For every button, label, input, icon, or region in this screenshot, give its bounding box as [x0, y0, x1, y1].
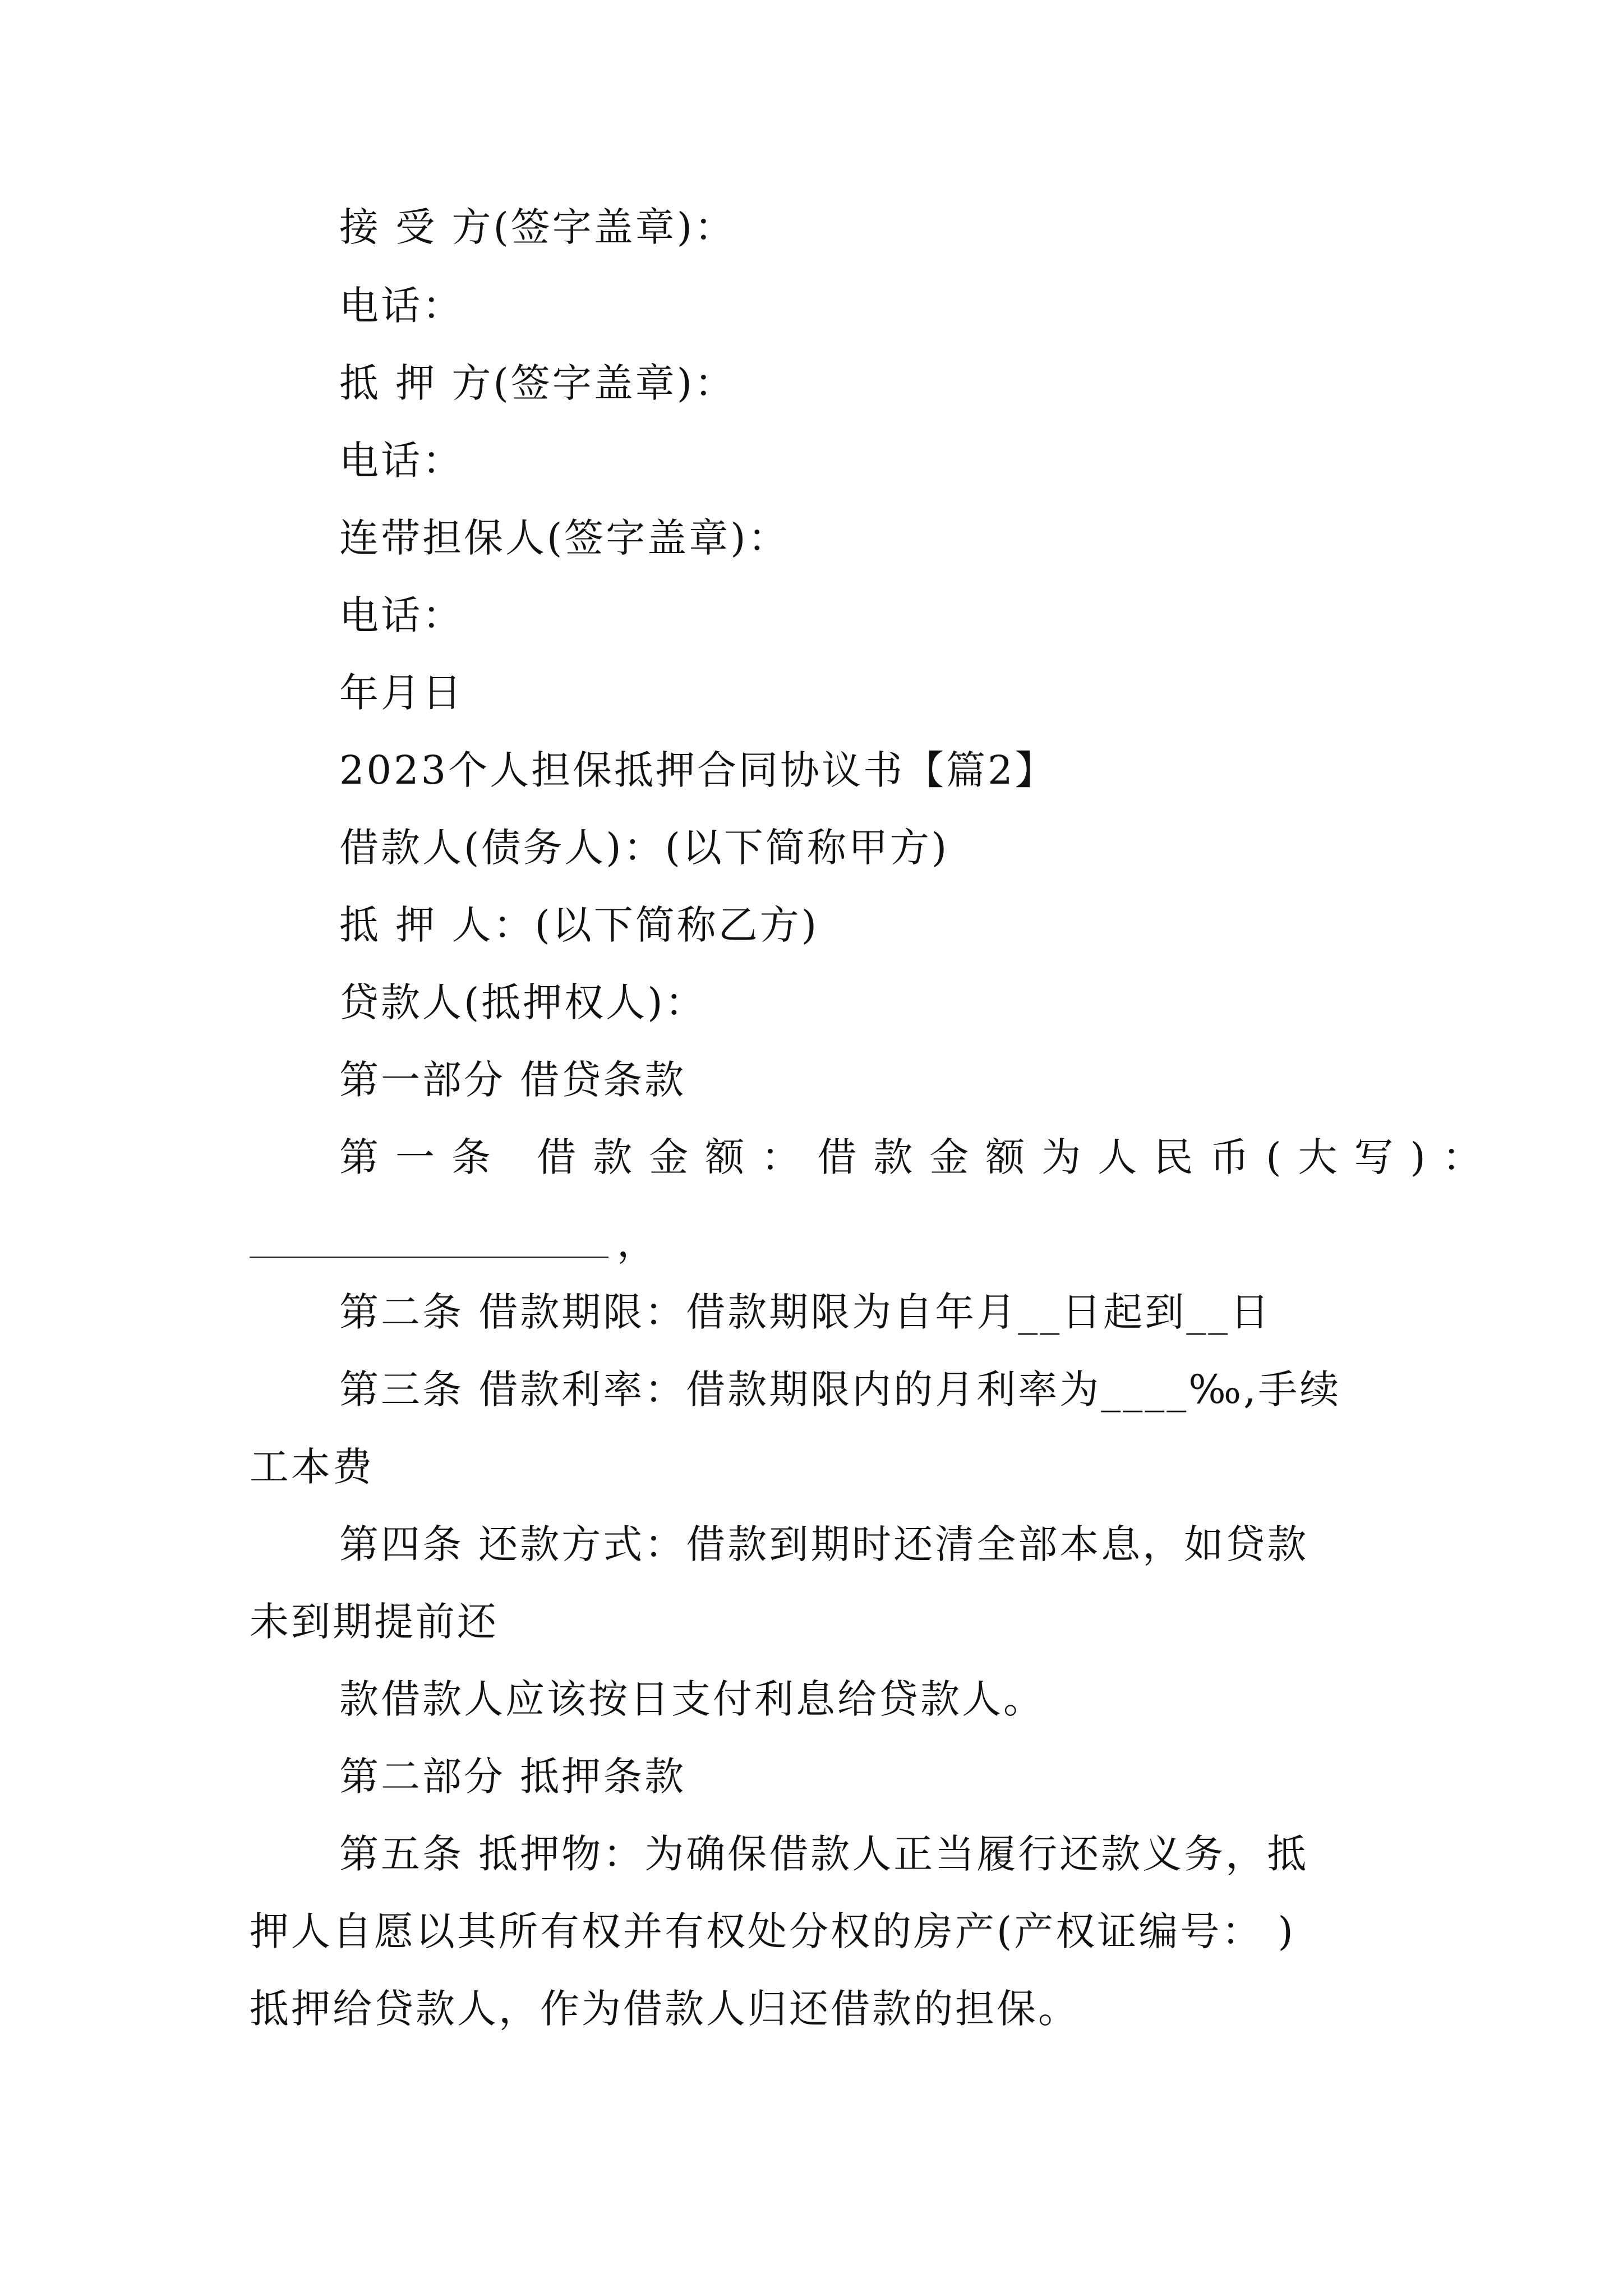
amount-comma: ， — [617, 1220, 656, 1266]
mortgagor-phone-line: 电话： — [339, 438, 464, 484]
mortgagor-line: 抵 押 人：(以下简称乙方) — [339, 902, 819, 948]
mortgagor-signature-line: 抵 押 方(签字盖章)： — [339, 360, 736, 406]
guarantor-phone-line: 电话： — [339, 592, 464, 638]
guarantor-signature-line: 连带担保人(签字盖章)： — [339, 515, 790, 561]
article-four-line: 第四条 还款方式：借款到期时还清全部本息，如贷款 — [339, 1521, 1309, 1567]
article-four-continuation: 未到期提前还 — [250, 1599, 499, 1645]
article-two-line: 第二条 借款期限：借款期限为自年月__日起到__日 — [339, 1289, 1272, 1335]
article-three-continuation: 工本费 — [250, 1444, 374, 1490]
article-one-line: 第一条 借款金额：借款金额为人民币(大写)： — [339, 1134, 1498, 1180]
article-three-line: 第三条 借款利率：借款期限内的月利率为____‰,手续 — [339, 1366, 1341, 1412]
article-five-continuation-2: 抵押给贷款人，作为借款人归还借款的担保。 — [250, 1986, 1080, 2032]
article-five-line: 第五条 抵押物：为确保借款人正当履行还款义务，抵 — [339, 1831, 1309, 1877]
lender-line: 贷款人(抵押权人)： — [339, 979, 707, 1025]
borrower-line: 借款人(债务人)：(以下简称甲方) — [339, 825, 949, 871]
amount-blank-line — [250, 1223, 608, 1258]
section-title: 2023个人担保抵押合同协议书【篇2】 — [339, 747, 1057, 793]
receiver-signature-line: 接 受 方(签字盖章)： — [339, 204, 736, 250]
date-line: 年月日 — [339, 670, 464, 716]
receiver-phone-line: 电话： — [339, 283, 464, 329]
article-five-continuation-1: 押人自愿以其所有权并有权处分权的房产(产权证编号： ) — [250, 1908, 1295, 1954]
interest-line: 款借款人应该按日支付利息给贷款人。 — [339, 1676, 1045, 1722]
part-two-heading: 第二部分 抵押条款 — [339, 1754, 686, 1800]
part-one-heading: 第一部分 借贷条款 — [339, 1057, 686, 1103]
